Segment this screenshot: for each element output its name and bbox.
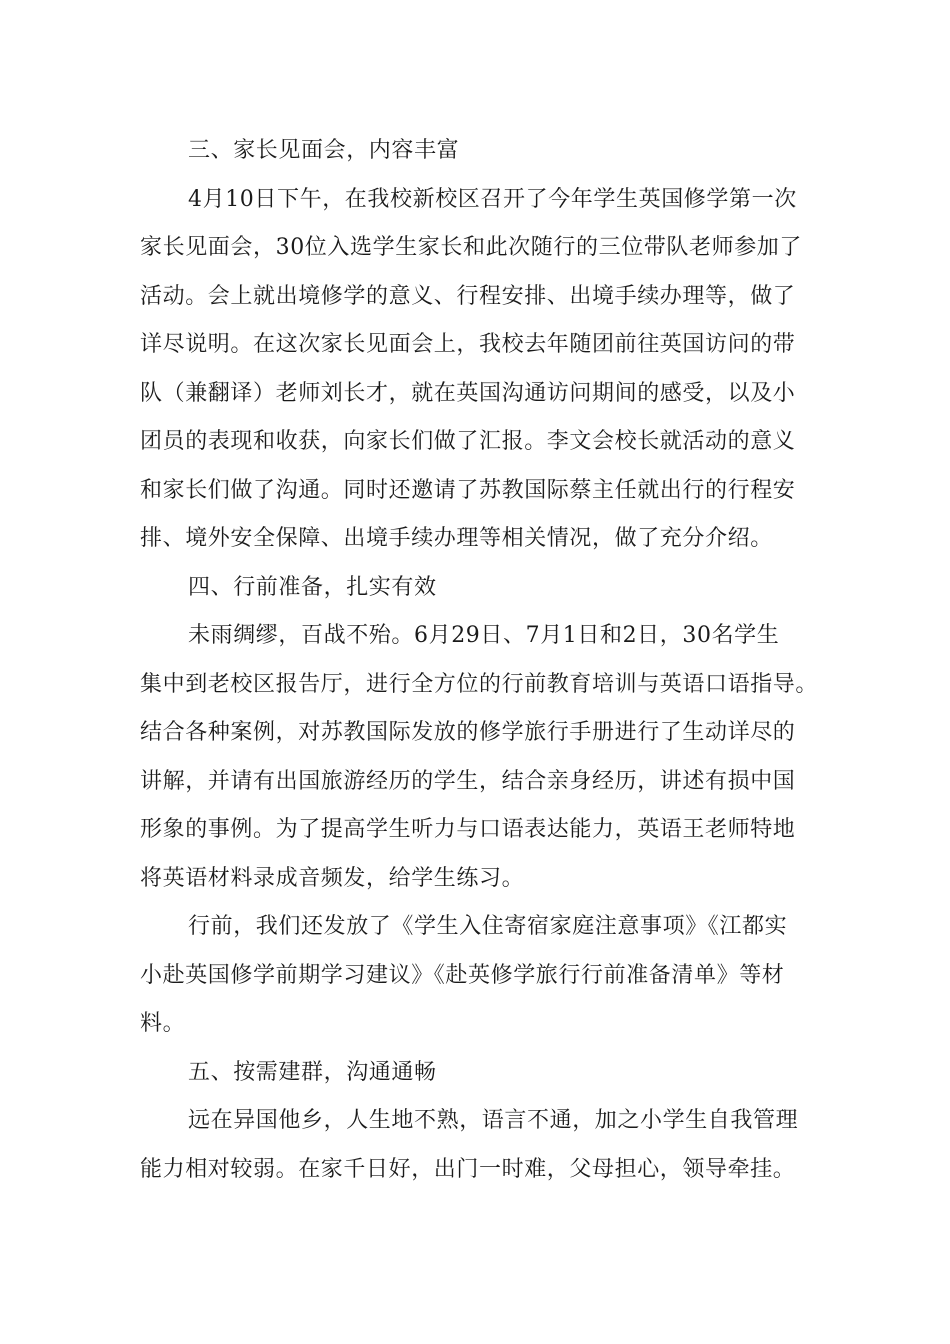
section-heading-5: 五、按需建群，沟通通畅 [188, 1059, 437, 1085]
paragraph-line: 团员的表现和收获，向家长们做了汇报。李文会校长就活动的意义 [140, 429, 796, 454]
document-body [140, 127, 820, 1194]
paragraph-line: 4月10日下午，在我校新校区召开了今年学生英国修学第一次 [188, 186, 797, 212]
paragraph-line: 未雨绸缪，百战不殆。6月29日、7月1日和2日，30名学生 [188, 623, 780, 648]
paragraph-line: 讲解，并请有出国旅游经历的学生，结合亲身经历，讲述有损中国 [140, 768, 796, 794]
paragraph-line: 将英语材料录成音频发，给学生练习。 [140, 865, 525, 891]
paragraph-line: 详尽说明。在这次家长见面会上，我校去年随团前往英国访问的带 [140, 332, 796, 357]
paragraph-line: 排、境外安全保障、出境手续办理等相关情况，做了充分介绍。 [140, 526, 773, 551]
paragraph-line: 和家长们做了沟通。同时还邀请了苏教国际蔡主任就出行的行程安 [140, 477, 796, 503]
paragraph-line: 队（兼翻译）老师刘长才，就在英国沟通访问期间的感受，以及小 [140, 380, 796, 406]
paragraph-line: 远在异国他乡，人生地不熟，语言不通，加之小学生自我管理 [188, 1108, 799, 1133]
paragraph-line: 活动。会上就出境修学的意义、行程安排、出境手续办理等，做了 [140, 283, 796, 309]
paragraph-line: 料。 [140, 1011, 186, 1036]
paragraph-line: 行前，我们还发放了《学生入住寄宿家庭注意事项》《江都实 [188, 914, 788, 939]
paragraph-line: 小赴英国修学前期学习建议》《赴英修学旅行行前准备清单》等材 [140, 962, 785, 988]
paragraph-line: 家长见面会，30位入选学生家长和此次随行的三位带队老师参加了 [140, 235, 802, 260]
section-heading-3: 三、家长见面会，内容丰富 [188, 138, 460, 163]
paragraph-line: 能力相对较弱。在家千日好，出门一时难，父母担心，领导牵挂。 [140, 1156, 796, 1182]
paragraph-line: 结合各种案例，对苏教国际发放的修学旅行手册进行了生动详尽的 [140, 720, 796, 745]
paragraph-line: 集中到老校区报告厅，进行全方位的行前教育培训与英语口语指导。 [140, 671, 819, 697]
section-heading-4: 四、行前准备，扎实有效 [188, 574, 437, 600]
paragraph-line: 形象的事例。为了提高学生听力与口语表达能力，英语王老师特地 [140, 817, 796, 842]
